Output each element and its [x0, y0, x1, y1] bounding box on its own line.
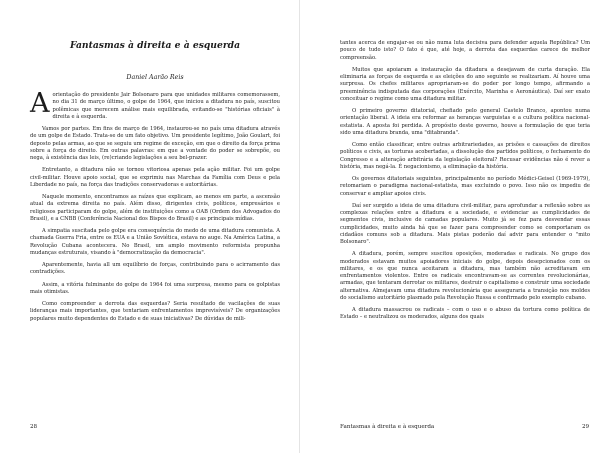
page-number-right: 29: [582, 424, 590, 430]
right-column: [340, 0, 590, 327]
article-author: Daniel Aarão Reis: [126, 74, 184, 81]
page-number-left: 28: [30, 424, 38, 430]
right-page: [300, 0, 600, 453]
paragraph: A simpatia suscitada pelo golpe era consequência do medo de uma ditadura comunista. A chamada Guerra Fria, entre os EUA e a União Soviética, estava no auge. Na América Latina, a Revolução Cubana acontecera. No Brasil, um amplo movimento reformista propunha mudanças estruturais, visando à "democratização da democracia".: [30, 228, 280, 256]
paragraph: Assim, a vitória fulminante do golpe de 1964 foi uma surpresa, mesmo para os golpistas mais otimistas.: [30, 281, 280, 295]
paragraph: tantes acerca de engajar-se ou não numa luta decisiva para defender aquela República? Um pouco de tudo isto? O fato é que, até hoje, a derrota das esquerdas carece de melhor compreensão.: [340, 40, 590, 61]
paragraph: Daí ser surgido a ideia de uma ditadura civil-militar, para aprofundar a reflexão sobre as complexas relações entre a ditadura e a sociedade, e evidenciar as cumplicidades de segmentos civis, inclusive de camadas populares. Muito já se fez para desvendar essas cumplicidades, muito ainda há que se fazer para compreender como se comportaram os cidadãos comuns sob a ditadura. Mais pistas poderão daí advir para entender o "mito Bolsonaro".: [340, 202, 590, 245]
paragraph: A ditadura massacrou os radicais – com o uso e o abuso da tortura como política de Estado – e neutralizou os moderados, alguns dos quais: [340, 307, 590, 321]
left-column: [30, 0, 280, 328]
paragraph: Naquele momento, encontramos as raízes que explicam, ao menos em parte, a ascensão atual da extrema direita no país. Além disso, dirigentes civis, políticos, empresários e religiosos participaram do golpe, além de instituições como a OAB (Ordem dos Advogados do Brasil), e a CNBB (Conferência Nacional dos Bispos do Brasil) e as principais mídias.: [30, 194, 280, 222]
paragraph: O primeiro governo ditatorial, chefiado pelo general Castelo Branco, apontou numa orientação liberal. A ideia era reformar as heranças varguistas e a cultura política nacional-estatista. A aposta foi perdida. A propósito deste governo, houve a formulação de que teria sido uma ditadura branda, uma "ditabranda".: [340, 108, 590, 136]
paragraph: Muitos que apoiaram a instauração da ditadura a desejavam de curta duração. Ela eliminaria as forças de esquerda e as eleições do ano seguinte se realizariam. Aí houve uma surpresa. Os chefes militares apropriaram-se do poder por longo tempo, afirmando a preeminência indisputada das corporações (Exército, Marinha e Aeronáutica). Daí ser exato conceituar o regime como uma ditadura militar.: [340, 66, 590, 102]
paragraph: Como compreender a derrota das esquerdas? Seria resultado de vacilações de suas lideranças mais importantes, que tentariam enfrentamentos imprevisíveis? De organizações populares muito dependentes do Estado e de suas iniciativas? De dúvidas de mili-: [30, 301, 280, 322]
article-title: Fantasmas à direita e à esquerda: [69, 40, 241, 51]
paragraph: A ditadura, porém, sempre suscitou oposições, moderadas e radicais. No grupo dos moderados estavam muitos apoiadores iniciais do golpe, depois desepcionados com os militares, e os que nunca aceitaram a ditadura, mas também não acreditavam em enfrentamentos violentos. Entre os radicais encontravam-se as correntes revolucionárias, armadas, que tentaram derrotar os militares, destruir o capitalismo e construir uma sociedade alternativa. Almejavam uma ditadura revolucionária que asseguraria a transição nos moldes do socialismo autoritário plasmado pela Revolução Russa e confirmado pelo exemplo cubano.: [340, 251, 590, 301]
running-footer: Fantasmas à direita e à esquerda: [340, 424, 435, 430]
paragraph: Os governos ditatoriais seguintes, principalmente no período Médici-Geisel (1969-1979), retomariam o paradigma nacional-estatista, mas excluindo o povo. Isso não os impediu de conservar e ampliar apoios civis.: [340, 176, 590, 197]
paragraph: [30, 88, 280, 121]
paragraph: Entretanto, a ditadura não se tornou vitoriosa apenas pela ação militar. Foi um golpe civil-militar. Houve apoio social, que se exprimiu nas Marchas da Família com Deus e pela Liberdade no país, na força das tradições conservadoras e autoritárias.: [30, 167, 280, 188]
paragraph-text: orientação do presidente Jair Bolsonaro para que unidades militares comemorassem, no dia 31 de março último, o golpe de 1964, que iniciou a ditadura no país, suscitou polêmicas que merecem análise mais equilibrada, evitando-se "histórias oficiais" à direita e à esquerda.: [52, 92, 280, 120]
paragraph: Aparentemente, havia all um equilíbrio de forças, contribuindo para o acirramento das contradições.: [30, 262, 280, 276]
paragraph: Vamos por partes. Em fins de março de 1964, instaurou-se no país uma ditadura através de um golpe de Estado. Trata-se de um fato objetivo. Um presidente legítimo, João Goulart, foi deposto pelas armas, ao que se seguiu um regime de exceção, em que o direito da força prima sobre a força do direito. Em outras palavras: em que a vontade do poder se sobrepõe, ou nega, à existência das leis, (re)criando legislações a seu bel-prazer.: [30, 126, 280, 161]
drop-cap: A: [30, 88, 50, 119]
paragraph: Como então classificar, entre outras arbitrariedades, as prisões e cassações de direitos políticos e civis, as torturas acobertadas, a dissolução dos partidos políticos, o fechamento do Congresso e a alteração arbitrária da legislação eleitoral? Recusar evidências não é rever a história, mas negá-la. É negacionismo, a eliminação da história.: [340, 142, 590, 170]
